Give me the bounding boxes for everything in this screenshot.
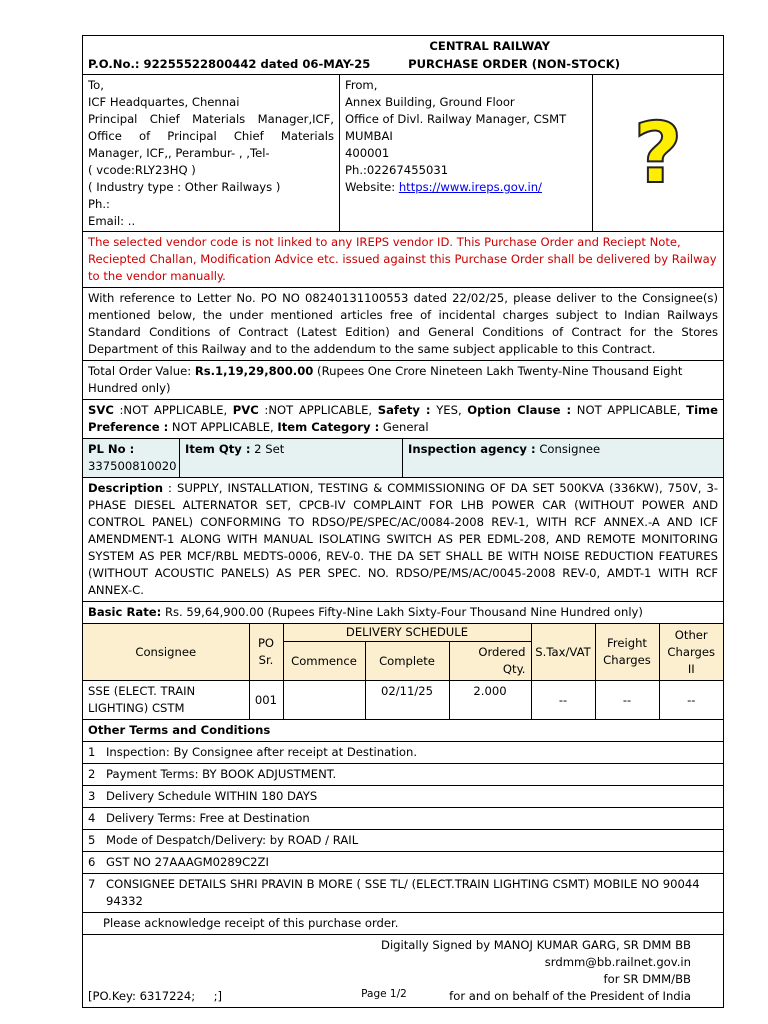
item-info <box>83 439 723 478</box>
acknowledge-note: Please acknowledge receipt of this purchase order. <box>83 913 723 935</box>
term-item: 6 GST NO 27AAAGM0289C2ZI <box>83 852 723 874</box>
question-mark-icon: ? <box>633 104 683 202</box>
po-key: [PO.Key: 6317224; ;] <box>88 989 223 1003</box>
row-complete: 02/11/25 <box>365 681 449 720</box>
terms-title: Other Terms and Conditions <box>83 720 723 742</box>
pl-number: PL No : 337500810020 <box>83 439 180 477</box>
purchase-order-sheet <box>82 35 724 1008</box>
po-number: P.O.No.: 92255522800442 dated 06-MAY-25 <box>88 57 371 71</box>
delivery-schedule <box>83 624 723 720</box>
row-freight: -- <box>595 681 659 720</box>
contract-flags: SVC :NOT APPLICABLE, PVC :NOT APPLICABLE, Safety : YES, Option Clause : NOT APPLICABLE, Time Preference : NOT APPLICABLE, Item Category : General <box>83 400 723 439</box>
item-description: Description : SUPPLY, INSTALLATION, TESTING & COMMISSIONING OF DA SET 500KVA (336KW), 750V, 3-PHASE DIESEL ALTERNATOR SET, CPCB-IV COMPLAINT FOR LHB POWER CAR (WITHOUT POWER AND CONTROL PANEL) CONFORMING TO RDSO/PE/SPEC/AC/0084-2008 REV-1, WITH RCF ANNEX.-A AND ICF AMENDMENT-1 ALONG WITH MANUAL ISOLATING SWITCH AS PER EDML-208, AND REMOTE MONITORING SYSTEM AS PER MCF/RBL MEDTS-0006, REV-0. THE DA SET SHALL BE WITH NOISE REDUCTION FEATURES (WITHOUT ACOUSTIC PANELS) AS PER SPEC. NO. RDSO/PE/MS/AC/0045-2008 REV-0, AMDT-1 WITH RCF ANNEX-C. <box>83 478 723 602</box>
header-complete: Complete <box>365 642 449 681</box>
header-consignee: Consignee <box>83 624 249 681</box>
term-item: 5 Mode of Despatch/Delivery: by ROAD / RAIL <box>83 830 723 852</box>
total-order-value: Total Order Value: Rs.1,19,29,800.00 (Rupees One Crore Nineteen Lakh Twenty-Nine Thousand Eight Hundred only) <box>83 361 723 400</box>
header-delivery-schedule: DELIVERY SCHEDULE <box>283 624 531 642</box>
address-block <box>83 75 723 232</box>
row-commence <box>283 681 365 720</box>
row-po-sr: 001 <box>249 681 283 720</box>
header-freight: Freight Charges <box>595 624 659 681</box>
signer-for: for SR DMM/BB <box>603 972 691 986</box>
reference-text: With reference to Letter No. PO NO 08240131100553 dated 22/02/25, please deliver to the Consignee(s) mentioned below, the under mentioned articles free of incidental charges subject to Indian Railways Standard Conditions of Contract (Latest Edition) and General Conditions of Contract for the Stores Department of this Railway and to the addendum to the same subject applicable to this Contract. <box>83 288 723 361</box>
on-behalf: for and on behalf of the President of India <box>449 989 691 1003</box>
schedule-row <box>83 681 723 720</box>
term-item: 3 Delivery Schedule WITHIN 180 DAYS <box>83 786 723 808</box>
inspection-agency: Inspection agency : Consignee <box>408 442 601 456</box>
vendor-logo <box>593 75 723 231</box>
po-header <box>83 36 723 75</box>
basic-rate: Basic Rate: Rs. 59,64,900.00 (Rupees Fifty-Nine Lakh Sixty-Four Thousand Nine Hundred only) <box>83 602 723 624</box>
signed-by: Digitally Signed by MANOJ KUMAR GARG, SR DMM BB <box>381 938 691 952</box>
header-stax: S.Tax/VAT <box>531 624 595 681</box>
term-item: 4 Delivery Terms: Free at Destination <box>83 808 723 830</box>
term-item: 1 Inspection: By Consignee after receipt at Destination. <box>83 742 723 764</box>
row-other-charges: -- <box>659 681 723 720</box>
term-item: 7 CONSIGNEE DETAILS SHRI PRAVIN B MORE ( SSE TL/ (ELECT.TRAIN LIGHTING CSMT) MOBILE NO 90044 94332 <box>83 874 723 913</box>
row-stax: -- <box>531 681 595 720</box>
header-ordered-qty: Ordered Qty. <box>449 642 531 681</box>
from-address: From, Annex Building, Ground Floor Office of Divl. Railway Manager, CSMT MUMBAI 400001 Ph.:02267455031 Website: https://www.ireps.gov.in/ <box>340 75 593 231</box>
header-commence: Commence <box>283 642 365 681</box>
row-consignee: SSE (ELECT. TRAIN LIGHTING) CSTM <box>83 681 249 720</box>
website-link[interactable]: https://www.ireps.gov.in/ <box>398 180 542 194</box>
org-name: CENTRAL RAILWAY <box>429 39 550 53</box>
document-type: PURCHASE ORDER (NON-STOCK) <box>408 57 620 71</box>
signer-email: srdmm@bb.railnet.gov.in <box>544 955 691 969</box>
term-item: 2 Payment Terms: BY BOOK ADJUSTMENT. <box>83 764 723 786</box>
item-qty: Item Qty : 2 Set <box>180 439 403 477</box>
to-address: To, ICF Headquartes, Chennai Principal Chief Materials Manager,ICF, Office of Principal Chief Materials Manager, ICF,, Perambur- , ,Tel- ( vcode:RLY23HQ ) ( Industry type : Other Railways ) Ph.: Email: .. <box>83 75 340 231</box>
header-other-charges: Other Charges II <box>659 624 723 681</box>
row-ordered-qty: 2.000 <box>449 681 531 720</box>
vendor-warning: The selected vendor code is not linked to any IREPS vendor ID. This Purchase Order and Reciept Note, Reciepted Challan, Modification Advice etc. issued against this Purchase Order shall be delivered by Railway to the vendor manually. <box>83 232 723 288</box>
page-number: Page 1/2 <box>361 988 407 1000</box>
header-po-sr: PO Sr. <box>249 624 283 681</box>
